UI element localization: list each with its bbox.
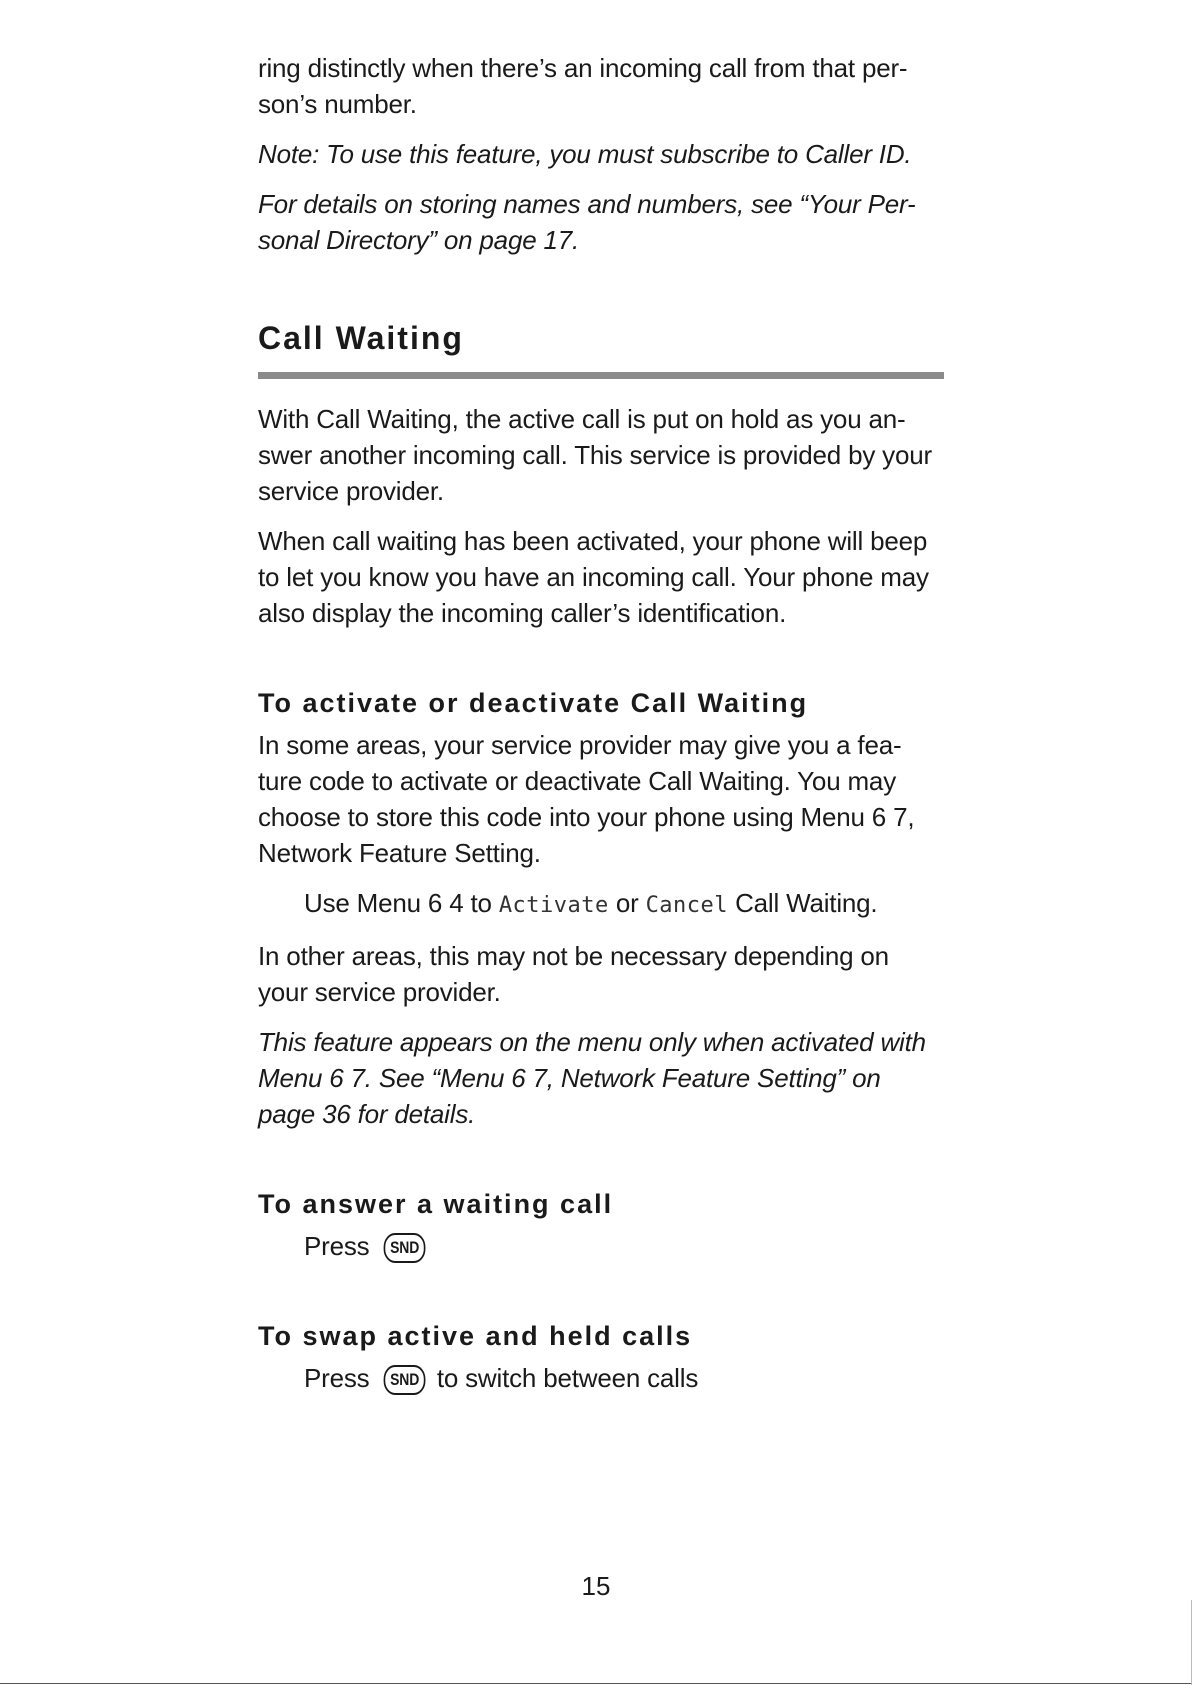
instruction-or: or: [615, 888, 639, 918]
instruction-suffix: Call Waiting.: [735, 888, 878, 918]
subsection-title-swap: To swap active and held calls: [258, 1321, 693, 1351]
instruction-prefix: Use Menu 6 4 to: [304, 888, 492, 918]
press-label: Press: [304, 1363, 370, 1393]
subsection-title-answer: To answer a waiting call: [258, 1189, 614, 1219]
call-waiting-intro: With Call Waiting, the active call is put on hold as you an- swer another incoming call. This service is provided by your service provider.: [258, 404, 932, 506]
continued-paragraph: ring distinctly when there’s an incoming call from that per- son’s number.: [258, 53, 908, 119]
caller-id-note: Note: To use this feature, you must subscribe to Caller ID.: [258, 139, 912, 169]
section-divider: [258, 372, 944, 379]
feature-code-paragraph: In some areas, your service provider may give you a fea- ture code to activate or deactivate Call Waiting. You may choose to store this code into your phone using Menu 6 7, Network Feature Setting.: [258, 730, 915, 868]
page-bottom-edge: [0, 1683, 1192, 1684]
display-text-cancel: Cancel: [645, 893, 729, 918]
section-title-call-waiting: Call Waiting: [258, 320, 464, 356]
snd-key-icon: SND: [383, 1365, 425, 1395]
page-number: 15: [581, 1571, 611, 1601]
snd-key-icon: SND: [383, 1233, 425, 1263]
swap-instruction: [258, 1360, 944, 1396]
menu-availability-note: This feature appears on the menu only when activated with Menu 6 7. See “Menu 6 7, Network Feature Setting” on page 36 for details.: [258, 1027, 926, 1129]
subsection-title-activate: To activate or deactivate Call Waiting: [258, 688, 809, 718]
press-label: Press: [304, 1231, 370, 1261]
swap-suffix: to switch between calls: [436, 1363, 699, 1393]
answer-instruction: [258, 1228, 944, 1264]
directory-reference: For details on storing names and numbers, see “Your Per- sonal Directory” on page 17.: [258, 189, 916, 255]
call-waiting-beep-info: When call waiting has been activated, your phone will beep to let you know you have an incoming call. Your phone may also display the incoming caller’s identification.: [258, 526, 929, 628]
manual-page: [258, 50, 944, 1396]
other-areas-paragraph: In other areas, this may not be necessary depending on your service provider.: [258, 941, 889, 1007]
display-text-activate: Activate: [498, 893, 609, 918]
menu-instruction: [258, 885, 944, 924]
